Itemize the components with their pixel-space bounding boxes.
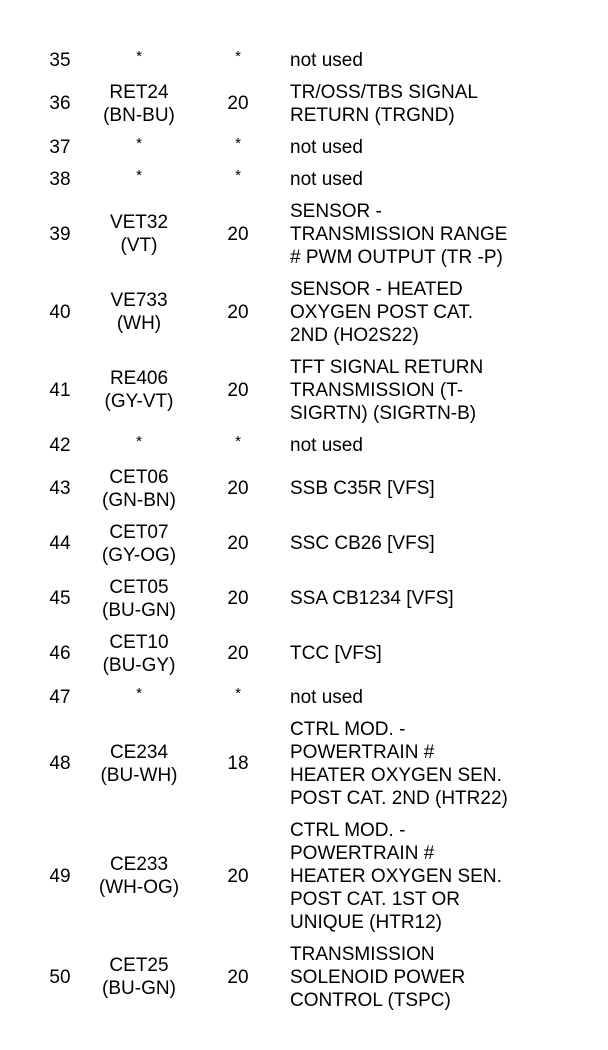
pin-number: 39 — [49, 223, 71, 245]
table-row — [0, 713, 608, 814]
function-line: HEATER OXYGEN SEN. — [290, 865, 502, 887]
circuit-line: CET10 — [109, 631, 169, 653]
function-line: # PWM OUTPUT (TR -P) — [290, 246, 503, 268]
table-row — [0, 516, 608, 571]
circuit-line: CE234 — [109, 741, 169, 763]
circuit-line: CET25 — [109, 955, 169, 976]
circuit-line: (WH-OG) — [98, 877, 180, 898]
wire-gauge: 20 — [227, 301, 249, 323]
circuit-cell — [88, 938, 190, 1016]
table-row — [0, 76, 608, 131]
function-line: SENSOR - — [290, 200, 382, 222]
function-line: TCC [VFS] — [290, 643, 382, 664]
function-line: POWERTRAIN # — [290, 741, 435, 763]
function-line: not used — [290, 434, 363, 456]
circuit-cell — [88, 713, 190, 814]
pin-number: 44 — [49, 533, 71, 554]
function-line: POWERTRAIN # — [290, 842, 435, 864]
wire-gauge: 20 — [227, 93, 249, 114]
function-line: TR/OSS/TBS SIGNAL — [290, 81, 478, 103]
function-line: SOLENOID POWER — [290, 966, 466, 988]
table-row — [0, 814, 608, 938]
circuit-cell — [88, 273, 190, 351]
pin-number: 48 — [49, 753, 71, 774]
function-line: not used — [290, 49, 363, 71]
circuit-cell — [88, 163, 190, 195]
function-line: SSB C35R [VFS] — [290, 478, 435, 499]
circuit-line: (BU-GN) — [102, 978, 176, 999]
circuit-cell — [88, 571, 190, 626]
gauge-unused-marker — [212, 681, 264, 713]
circuit-function — [290, 44, 600, 76]
circuit-cell — [88, 461, 190, 516]
function-line: TRANSMISSION (T- — [290, 379, 464, 401]
function-line: SSA CB1234 [VFS] — [290, 588, 454, 609]
circuit-function — [290, 938, 600, 1016]
table-row — [0, 273, 608, 351]
pin-number: 47 — [49, 686, 71, 708]
circuit-line: CET07 — [109, 521, 169, 543]
function-line: CONTROL (TSPC) — [290, 989, 451, 1011]
circuit-function — [290, 516, 600, 571]
circuit-function — [290, 351, 600, 429]
circuit-function — [290, 713, 600, 814]
circuit-unused-marker: * — [136, 684, 142, 702]
table-row — [0, 429, 608, 461]
pin-number: 50 — [49, 966, 71, 988]
gauge-unused-marker — [212, 163, 264, 195]
table-row — [0, 351, 608, 429]
circuit-line: VET32 — [109, 212, 169, 233]
circuit-cell — [88, 76, 190, 131]
wire-gauge: 20 — [227, 643, 249, 664]
circuit-function — [290, 461, 600, 516]
gauge-unused-marker — [212, 44, 264, 76]
circuit-line: (BU-GN) — [102, 599, 176, 621]
circuit-cell — [88, 131, 190, 163]
gauge-unused-marker — [212, 429, 264, 461]
table-row — [0, 461, 608, 516]
circuit-function — [290, 76, 600, 131]
pin-number: 46 — [49, 643, 71, 664]
circuit-line: (BN-BU) — [103, 104, 175, 126]
table-row — [0, 938, 608, 1016]
wire-gauge: 20 — [227, 379, 249, 401]
circuit-cell — [88, 626, 190, 681]
gauge-unused-marker: * — [235, 134, 241, 152]
function-line: UNIQUE (HTR12) — [290, 911, 443, 933]
circuit-line: RET24 — [109, 81, 169, 103]
circuit-line: (GN-BN) — [102, 489, 176, 511]
function-line: not used — [290, 168, 363, 190]
gauge-unused-marker: * — [235, 684, 241, 702]
circuit-function — [290, 429, 600, 461]
circuit-line: (GY-OG) — [101, 544, 177, 566]
circuit-line: (WH) — [116, 313, 162, 334]
circuit-function — [290, 814, 600, 938]
table-row — [0, 195, 608, 273]
pin-number: 35 — [49, 49, 71, 71]
function-line: POST CAT. 2ND (HTR22) — [290, 787, 508, 809]
circuit-cell — [88, 429, 190, 461]
pin-number: 45 — [49, 588, 71, 609]
function-line: TFT SIGNAL RETURN — [290, 356, 484, 378]
circuit-cell — [88, 681, 190, 713]
function-line: SIGRTN) (SIGRTN-B) — [290, 402, 477, 424]
circuit-function — [290, 131, 600, 163]
wire-gauge: 20 — [227, 533, 249, 554]
pin-number: 36 — [49, 93, 71, 114]
circuit-cell — [88, 44, 190, 76]
function-line: POST CAT. 1ST OR — [290, 888, 460, 910]
circuit-line: (GY-VT) — [104, 391, 174, 412]
table-row — [0, 571, 608, 626]
circuit-cell — [88, 516, 190, 571]
gauge-unused-marker: * — [235, 432, 241, 450]
gauge-unused-marker — [212, 131, 264, 163]
circuit-line: CE233 — [109, 854, 169, 875]
circuit-cell — [88, 351, 190, 429]
function-line: SENSOR - HEATED — [290, 278, 463, 300]
circuit-cell — [88, 195, 190, 273]
pin-number: 43 — [49, 478, 71, 499]
circuit-function — [290, 163, 600, 195]
wire-gauge: 20 — [227, 478, 249, 499]
table-row — [0, 44, 608, 76]
function-line: RETURN (TRGND) — [290, 104, 455, 126]
table-row — [0, 626, 608, 681]
circuit-line: CET06 — [109, 466, 169, 488]
circuit-function — [290, 195, 600, 273]
circuit-function — [290, 626, 600, 681]
wire-gauge: 20 — [227, 865, 249, 887]
function-line: CTRL MOD. - — [290, 718, 406, 740]
wire-gauge: 20 — [227, 966, 249, 988]
wire-gauge: 18 — [227, 753, 249, 774]
gauge-unused-marker: * — [235, 47, 241, 65]
function-line: CTRL MOD. - — [290, 819, 406, 841]
pin-number: 38 — [49, 168, 71, 190]
function-line: HEATER OXYGEN SEN. — [290, 764, 502, 786]
function-line: TRANSMISSION — [290, 943, 435, 965]
circuit-line: (BU-WH) — [100, 764, 178, 786]
circuit-unused-marker: * — [136, 47, 142, 65]
function-line: OXYGEN POST CAT. — [290, 301, 474, 323]
circuit-line: (VT) — [120, 235, 158, 256]
wire-gauge: 20 — [227, 588, 249, 609]
function-line: 2ND (HO2S22) — [290, 324, 419, 346]
circuit-line: CET05 — [109, 576, 169, 598]
circuit-line: (BU-GY) — [102, 654, 176, 676]
connector-pinout-table — [0, 44, 608, 1016]
function-line: SSC CB26 [VFS] — [290, 533, 435, 554]
function-line: TRANSMISSION RANGE — [290, 223, 508, 245]
circuit-function — [290, 571, 600, 626]
circuit-function — [290, 273, 600, 351]
circuit-line: RE406 — [109, 368, 169, 389]
circuit-unused-marker: * — [136, 134, 142, 152]
table-row — [0, 163, 608, 195]
circuit-unused-marker: * — [136, 166, 142, 184]
pin-number: 37 — [49, 136, 71, 158]
function-line: not used — [290, 136, 363, 158]
table-row — [0, 681, 608, 713]
gauge-unused-marker: * — [235, 166, 241, 184]
circuit-unused-marker: * — [136, 432, 142, 450]
pin-number: 42 — [49, 434, 71, 456]
wire-gauge: 20 — [227, 223, 249, 245]
table-row — [0, 131, 608, 163]
circuit-line: VE733 — [110, 290, 168, 311]
circuit-cell — [88, 814, 190, 938]
pin-number: 49 — [49, 865, 71, 887]
function-line: not used — [290, 686, 363, 708]
pin-number: 41 — [49, 379, 71, 401]
pin-number: 40 — [49, 301, 71, 323]
circuit-function — [290, 681, 600, 713]
